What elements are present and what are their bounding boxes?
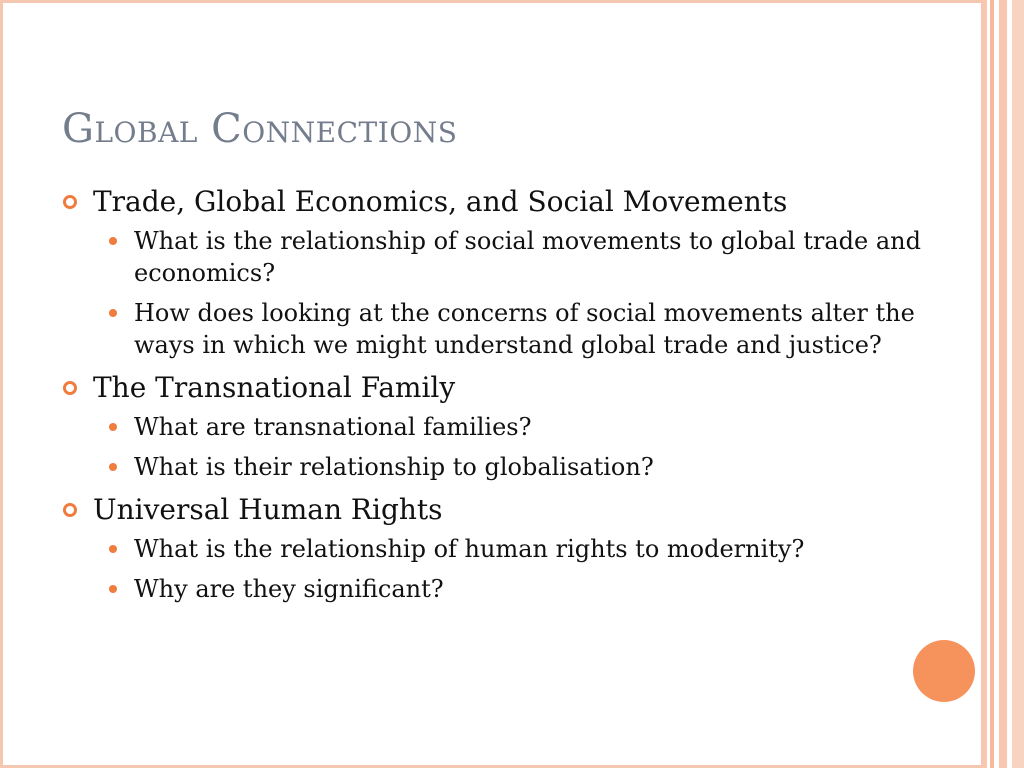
bullet-level1 — [62, 369, 922, 407]
bullet-level2 — [62, 225, 922, 289]
decorative-stripe — [1012, 0, 1024, 768]
section-heading: Trade, Global Economics, and Social Movements — [93, 185, 788, 218]
sub-bullet-list — [62, 225, 922, 361]
frame-border-top — [0, 0, 1024, 3]
sub-bullet-list — [62, 533, 922, 605]
bullet-level2 — [62, 451, 922, 483]
frame-border-left — [0, 0, 3, 768]
bullet-text: Why are they significant? — [134, 575, 444, 603]
bullet-text: What is the relationship of social movements to global trade and economics? — [134, 227, 921, 287]
sub-bullet-list — [62, 411, 922, 483]
hollow-circle-bullet-icon — [63, 195, 77, 209]
filled-dot-bullet-icon — [109, 309, 117, 317]
hollow-circle-bullet-icon — [63, 381, 77, 395]
slide-title: Global Connections — [62, 106, 458, 152]
bullet-text: What are transnational families? — [134, 413, 532, 441]
bullet-level1 — [62, 183, 922, 221]
section-human-rights — [62, 491, 922, 605]
bullet-level2 — [62, 573, 922, 605]
section-heading: The Transnational Family — [93, 371, 456, 404]
bullet-text: What is the relationship of human rights to modernity? — [134, 535, 805, 563]
section-heading: Universal Human Rights — [93, 493, 443, 526]
bullet-level1 — [62, 491, 922, 529]
bullet-level2 — [62, 297, 922, 361]
bullet-level2 — [62, 411, 922, 443]
filled-dot-bullet-icon — [109, 463, 117, 471]
filled-dot-bullet-icon — [109, 585, 117, 593]
bullet-text: How does looking at the concerns of social movements alter the ways in which we might understand global trade and justice? — [134, 299, 915, 359]
filled-dot-bullet-icon — [109, 545, 117, 553]
section-trade — [62, 183, 922, 361]
slide-content — [62, 183, 922, 613]
hollow-circle-bullet-icon — [63, 503, 77, 517]
section-transnational-family — [62, 369, 922, 483]
bullet-text: What is their relationship to globalisation? — [134, 453, 654, 481]
filled-dot-bullet-icon — [109, 237, 117, 245]
decorative-orange-circle — [913, 640, 975, 702]
decorative-stripe — [999, 0, 1007, 768]
filled-dot-bullet-icon — [109, 423, 117, 431]
bullet-level2 — [62, 533, 922, 565]
